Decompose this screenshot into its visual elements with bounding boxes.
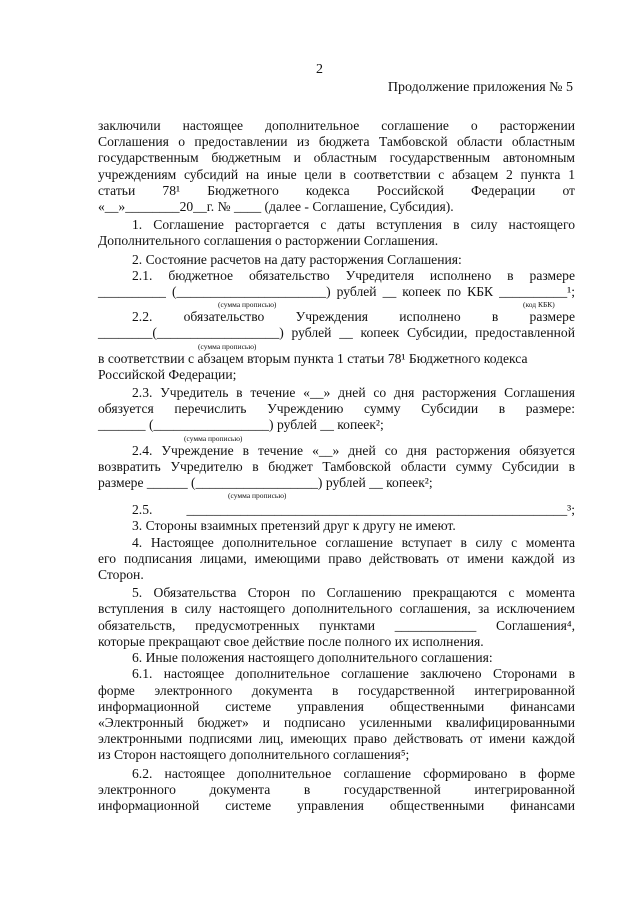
text-line: Сторон. xyxy=(98,567,144,583)
paragraph-5 xyxy=(98,585,575,650)
caption-kbk: (код КБК) xyxy=(523,300,555,310)
text-line: учреждениям субсидий на иные цели в соответствии с абзацем 2 пункта 1 xyxy=(98,166,575,182)
text-line: информационной системе управления общественными финансами xyxy=(98,698,575,714)
text-line: электронного документа в государственной интегрированной xyxy=(98,781,575,797)
caption-row xyxy=(98,300,575,309)
text-line: его подписания лицами, имеющими право действовать от имени каждой из xyxy=(98,550,575,566)
text-line: Дополнительного соглашения о расторжении Соглашения. xyxy=(98,233,439,249)
paragraph-3: 3. Стороны взаимных претензий друг к другу не имеют. xyxy=(132,518,456,534)
text-line: возвратить Учредителю в бюджет Тамбовской области сумму Субсидии в xyxy=(98,458,575,474)
caption-sum: (сумма прописью) xyxy=(218,300,277,310)
caption-row xyxy=(98,491,575,500)
text-line: «Электронный бюджет» и подписано усиленными квалифицированными xyxy=(98,714,575,730)
text-line: в соответствии с абзацем вторым пункта 1 статьи 78¹ Бюджетного кодекса xyxy=(98,350,528,366)
text-line: 1. Соглашение расторгается с даты вступления в силу настоящего xyxy=(132,217,575,233)
text-line: заключили настоящее дополнительное соглашение о расторжении xyxy=(98,118,575,133)
text-line: ________(__________________) рублей __ копеек Субсидии, предоставленной xyxy=(98,325,575,341)
text-line: 6.2. настоящее дополнительное соглашение сформировано в форме xyxy=(132,765,575,781)
caption-sum: (сумма прописью) xyxy=(228,491,287,501)
document-body xyxy=(98,118,575,814)
text-line: электронными подписями лиц, имеющих право действовать от имени каждой xyxy=(98,731,575,747)
text-line: из Сторон настоящего дополнительного соглашения⁵; xyxy=(98,747,410,763)
paragraph-2-2 xyxy=(98,309,575,383)
caption-row xyxy=(98,434,575,443)
caption-sum: (сумма прописью) xyxy=(198,341,257,351)
text-line: 2.4. Учреждение в течение «__» дней со дня расторжения обязуется xyxy=(132,442,575,458)
paragraph-2-5: 2.5. ________________________________________________________³; xyxy=(132,502,575,518)
text-line: вступления в силу настоящего дополнительного соглашения, за исключением xyxy=(98,601,575,617)
paragraph-4 xyxy=(98,535,575,584)
text-line: Российской Федерации; xyxy=(98,366,237,382)
text-line: государственным бюджетным и областным государственным автономным xyxy=(98,150,575,166)
text-line: __________ (______________________) рублей __ копеек по КБК __________¹; xyxy=(98,284,575,300)
text-line: 2.1. бюджетное обязательство Учредителя исполнено в размере xyxy=(132,267,575,283)
intro-paragraph xyxy=(98,118,575,215)
text-line: статьи 78¹ Бюджетного кодекса Российской Федерации от xyxy=(98,182,575,198)
paragraph-2-1 xyxy=(98,268,575,309)
text-line: «__»________20__г. № ____ (далее - Соглашение, Субсидия). xyxy=(98,199,454,215)
continuation-header: Продолжение приложения № 5 xyxy=(387,80,573,95)
caption-row xyxy=(98,342,575,351)
paragraph-1 xyxy=(98,217,575,249)
paragraph-2: 2. Состояние расчетов на дату расторжения Соглашения: xyxy=(132,251,462,267)
text-line: которые прекращают свое действие после полного их исполнения. xyxy=(98,633,484,649)
text-line: обязательств, предусмотренных пунктами ____________ Соглашения⁴, xyxy=(98,617,575,633)
paragraph-6-2 xyxy=(98,766,575,815)
text-line: 5. Обязательства Сторон по Соглашению прекращаются с момента xyxy=(132,585,575,601)
paragraph-2-3 xyxy=(98,385,575,443)
paragraph-6-1 xyxy=(98,666,575,763)
paragraph-6: 6. Иные положения настоящего дополнительного соглашения: xyxy=(132,650,493,666)
text-line: Соглашения о предоставлении из бюджета Тамбовской области областным xyxy=(98,134,575,150)
text-line: форме электронного документа в государственной интегрированной xyxy=(98,682,575,698)
paragraph-2-4 xyxy=(98,443,575,501)
text-line: информационной системе управления общественными финансами xyxy=(98,797,575,813)
text-line: обязуется перечислить Учреждению сумму Субсидии в размере: xyxy=(98,401,575,417)
caption-sum: (сумма прописью) xyxy=(184,433,243,443)
text-line: размере ______ (__________________) рублей __ копеек²; xyxy=(98,475,433,491)
text-line: 2.3. Учредитель в течение «__» дней со дня расторжения Соглашения xyxy=(132,385,575,401)
text-line: 2.2. обязательство Учреждения исполнено в размере xyxy=(132,309,575,325)
text-line: _______ (_________________) рублей __ копеек²; xyxy=(98,417,384,433)
text-line: 6.1. настоящее дополнительное соглашение заключено Сторонами в xyxy=(132,666,575,682)
text-line: 4. Настоящее дополнительное соглашение вступает в силу с момента xyxy=(132,534,575,550)
page-number: 2 xyxy=(316,62,323,77)
